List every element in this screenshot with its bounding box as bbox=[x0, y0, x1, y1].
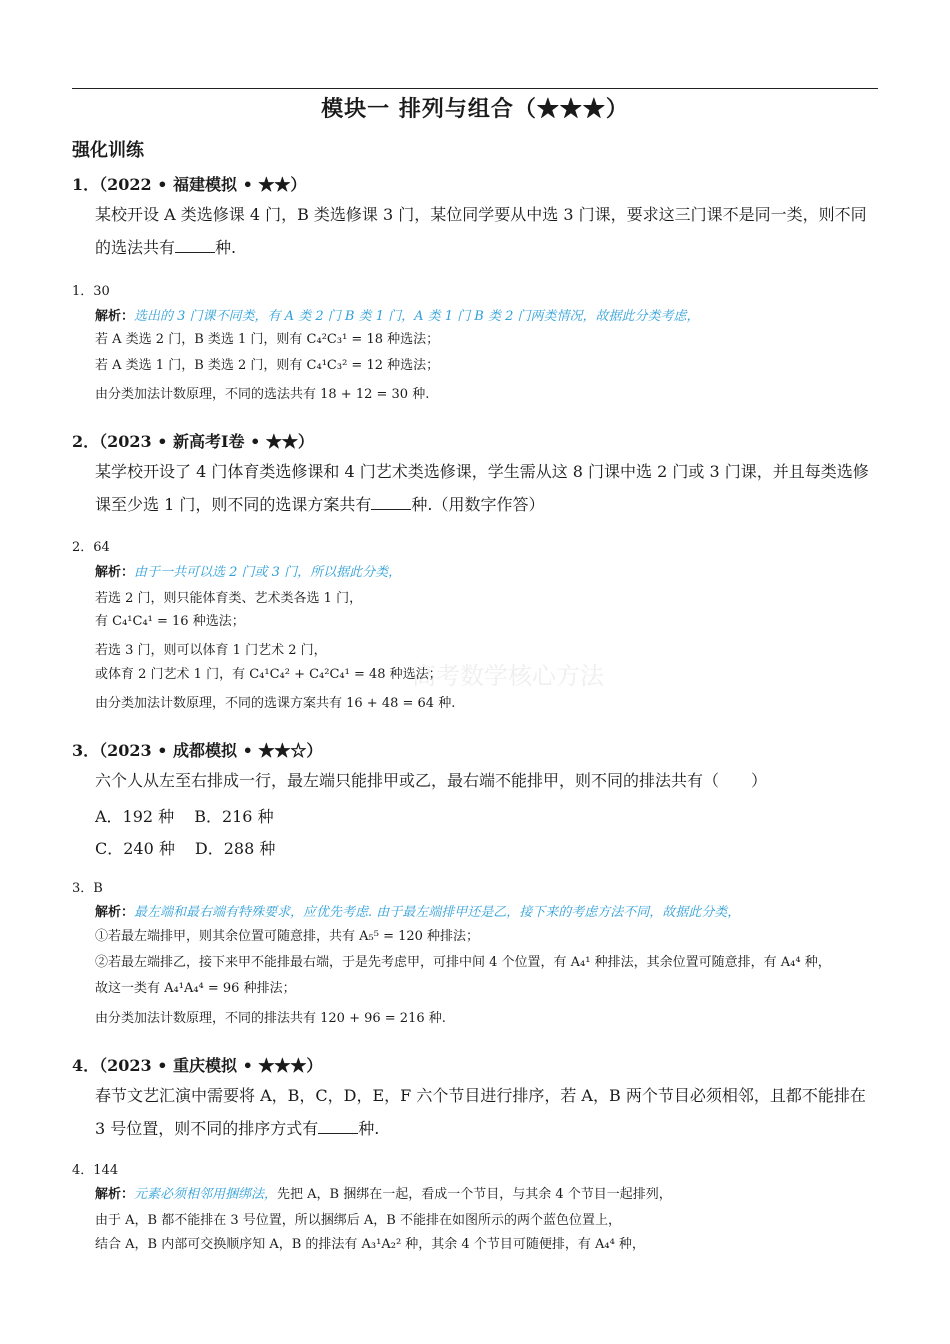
question-1-heading: 1．（2022 • 福建模拟 • ★★） bbox=[72, 175, 307, 194]
option-a: A．192 种 bbox=[95, 807, 175, 826]
solution-label: 解析： bbox=[95, 309, 135, 324]
solution-label: 解析： bbox=[95, 905, 135, 920]
solution-3-line-1: ①若最左端排甲，则其余位置可随意排，共有 A₅⁵ = 120 种排法； bbox=[95, 929, 480, 944]
question-3-options-row-1 bbox=[95, 804, 274, 827]
solution-3-line-4: 由分类加法计数原理，不同的排法共有 120 + 96 = 216 种. bbox=[95, 1011, 446, 1026]
solution-3-line-3: 故这一类有 A₄¹A₄⁴ = 96 种排法； bbox=[95, 981, 296, 996]
solution-1-hint: 选出的 3 门课不同类，有 A 类 2 门 B 类 1 门，A 类 1 门 B 类 2 门两类情况，故据此分类考虑， bbox=[134, 309, 700, 324]
page-title: 模块一 排列与组合（★★★） bbox=[321, 96, 629, 122]
solution-1-hint-line bbox=[95, 304, 700, 330]
question-2-text-b: 种.（用数字作答） bbox=[411, 495, 545, 514]
solution-2-line-1: 若选 2 门，则只能体育类、艺术类各选 1 门， bbox=[95, 591, 363, 606]
answer-4: 4．144 bbox=[72, 1163, 119, 1178]
question-4-text-b: 种. bbox=[358, 1119, 380, 1138]
solution-2-line-3: 若选 3 门，则可以体育 1 门艺术 2 门， bbox=[95, 643, 327, 658]
solution-2-line-2: 有 C₄¹C₄¹ = 16 种选法； bbox=[95, 614, 245, 629]
solution-4-line-3: 结合 A，B 内部可交换顺序知 A，B 的排法有 A₃¹A₂² 种，其余 4 个节目可随便排，有 A₄⁴ 种， bbox=[95, 1237, 645, 1252]
watermark: 高考数学核心方法 bbox=[412, 662, 604, 690]
question-3-options-row-2 bbox=[95, 836, 275, 859]
question-4-heading: 4．（2023 • 重庆模拟 • ★★★） bbox=[72, 1056, 323, 1075]
answer-3: 3．B bbox=[72, 881, 103, 896]
question-2-text bbox=[95, 455, 880, 521]
solution-2-hint-line bbox=[95, 561, 401, 580]
question-1-text bbox=[95, 198, 880, 264]
solution-label: 解析： bbox=[95, 1187, 135, 1202]
solution-4-hint: 元素必须相邻用捆绑法， bbox=[134, 1187, 278, 1202]
solution-4-line-2: 由于 A，B 都不能排在 3 号位置，所以捆绑后 A，B 不能排在如图所示的两个蓝色位置上， bbox=[95, 1213, 621, 1228]
answer-blank bbox=[318, 1119, 358, 1134]
solution-1-line-3: 由分类加法计数原理，不同的选法共有 18 + 12 = 30 种. bbox=[95, 387, 430, 402]
option-c: C．240 种 bbox=[95, 839, 175, 858]
solution-label: 解析： bbox=[95, 565, 135, 580]
solution-3-hint: 最左端和最右端有特殊要求，应优先考虑. 由于最左端排甲还是乙，接下来的考虑方法不同，故据此分类， bbox=[134, 905, 741, 920]
solution-3-line-2: ②若最左端排乙，接下来甲不能排最右端，于是先考虑甲，可排中间 4 个位置，有 A₄¹ 种排法，其余位置可随意排，有 A₄⁴ 种， bbox=[95, 955, 831, 970]
solution-2-line-4: 或体育 2 门艺术 1 门，有 C₄¹C₄² + C₄²C₄¹ = 48 种选法； bbox=[95, 667, 442, 682]
question-4-text-a: 春节文艺汇演中需要将 A，B，C，D，E，F 六个节目进行排序，若 A，B 两个节目必须相邻，且都不能排在 3 号位置，则不同的排序方式有 bbox=[95, 1086, 866, 1138]
solution-3-hint-line bbox=[95, 901, 740, 920]
answer-2: 2．64 bbox=[72, 540, 110, 555]
question-4-text bbox=[95, 1079, 880, 1145]
answer-blank bbox=[371, 495, 411, 510]
solution-2-line-5: 由分类加法计数原理，不同的选课方案共有 16 + 48 = 64 种. bbox=[95, 696, 456, 711]
option-d: D．288 种 bbox=[194, 839, 276, 858]
question-2-heading: 2．（2023 • 新高考Ⅰ卷 • ★★） bbox=[72, 432, 314, 451]
answer-blank bbox=[175, 238, 215, 253]
solution-2-hint: 由于一共可以选 2 门或 3 门，所以据此分类， bbox=[134, 565, 402, 580]
question-1-text-a: 某校开设 A 类选修课 4 门，B 类选修课 3 门，某位同学要从中选 3 门课，要求这三门课不是同一类，则不同的选法共有 bbox=[95, 205, 867, 257]
solution-4-line-1-rest: 先把 A，B 捆绑在一起，看成一个节目，与其余 4 个节目一起排列， bbox=[277, 1187, 672, 1202]
header-rule bbox=[72, 88, 878, 89]
question-3-text: 六个人从左至右排成一行，最左端只能排甲或乙，最右端不能排甲，则不同的排法共有（ ） bbox=[95, 771, 768, 790]
answer-1: 1．30 bbox=[72, 284, 110, 299]
solution-4-line-1 bbox=[95, 1183, 672, 1202]
section-heading: 强化训练 bbox=[72, 140, 144, 161]
option-b: B．216 种 bbox=[194, 807, 274, 826]
question-1-text-b: 种. bbox=[215, 238, 237, 257]
solution-1-line-1: 若 A 类选 2 门，B 类选 1 门，则有 C₄²C₃¹ = 18 种选法； bbox=[95, 332, 440, 347]
question-3-heading: 3．（2023 • 成都模拟 • ★★☆） bbox=[72, 741, 323, 760]
solution-1-line-2: 若 A 类选 1 门，B 类选 2 门，则有 C₄¹C₃² = 12 种选法； bbox=[95, 358, 440, 373]
question-2-text-a: 某学校开设了 4 门体育类选修课和 4 门艺术类选修课，学生需从这 8 门课中选 2 门或 3 门课，并且每类选修课至少选 1 门，则不同的选课方案共有 bbox=[95, 462, 869, 514]
